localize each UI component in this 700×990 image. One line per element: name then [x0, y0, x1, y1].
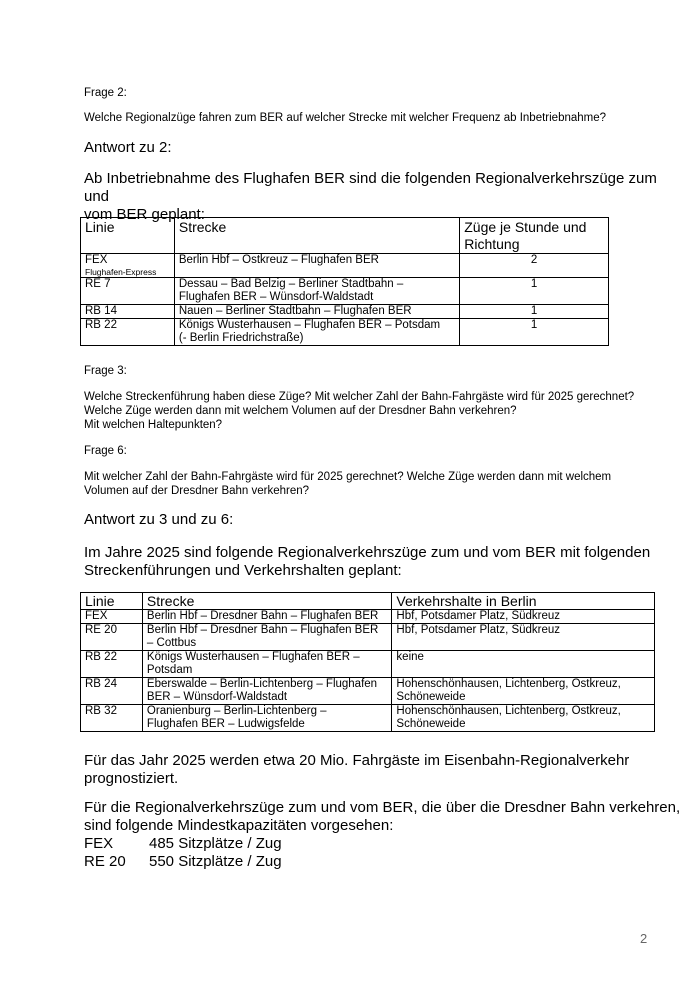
strecke-line2: Flughafen BER – Ludwigsfelde: [146, 718, 305, 730]
kapazitaet-linie: RE 20: [84, 853, 126, 870]
antwort2-intro-line1: Ab Inbetriebnahme des Flughafen BER sind die folgenden Regionalverkehrszüge zum und: [84, 170, 657, 205]
cell-linie: RB 24: [81, 678, 143, 705]
frage6-line1: Mit welcher Zahl der Bahn-Fahrgäste wird für 2025 gerechnet? Welche Züge werden dann mit welchem: [84, 471, 612, 483]
strecke-line1: Berlin Hbf – Ostkreuz – Flughafen BER: [178, 254, 379, 266]
strecke-line1: Eberswalde – Berlin-Lichtenberg – Flughafen: [146, 678, 378, 690]
frage2-text: Welche Regionalzüge fahren zum BER auf welcher Strecke mit welcher Frequenz ab Inbetriebnahme?: [84, 112, 607, 124]
header-linie: Linie: [81, 593, 143, 610]
strecke-line1: Dessau – Bad Belzig – Berliner Stadtbahn –: [178, 278, 404, 290]
halte-line1: Hbf, Potsdamer Platz, Südkreuz: [396, 610, 561, 622]
cell-zuege: 1: [460, 278, 609, 305]
streckenfuehrung-table: [80, 592, 655, 732]
kapazitaet-line2: sind folgende Mindestkapazitäten vorgesehen:: [84, 817, 394, 834]
frage6-line2: Volumen auf der Dresdner Bahn verkehren?: [84, 485, 310, 497]
halte-line2: Schöneweide: [396, 691, 466, 703]
cell-linie: RB 22: [81, 651, 143, 678]
antwort2-intro-line2: vom BER geplant:: [84, 206, 205, 223]
cell-strecke: [142, 651, 392, 678]
cell-zuege: 1: [460, 305, 609, 319]
halte-line1: Hohenschönhausen, Lichtenberg, Ostkreuz,: [396, 678, 621, 690]
frage3-line2: Welche Züge werden dann mit welchem Volumen auf der Dresdner Bahn verkehren?: [84, 405, 517, 417]
header-zuege-line1: Züge je Stunde und: [464, 219, 587, 235]
table-row: [81, 678, 655, 705]
antwort2-label: Antwort zu 2:: [84, 139, 172, 156]
header-zuege-line2: Richtung: [464, 236, 520, 252]
antwort36-intro: [84, 544, 674, 580]
frage2-label: Frage 2:: [84, 87, 127, 99]
antwort36-intro-line1: Im Jahre 2025 sind folgende Regionalverkehrszüge zum und vom BER mit folgenden: [84, 544, 651, 561]
cell-strecke: [174, 319, 459, 346]
linie-value: FEX: [85, 254, 108, 266]
cell-halte: [392, 705, 655, 732]
cell-halte: [392, 624, 655, 651]
table-row: [81, 319, 609, 346]
frage3-line1: Welche Streckenführung haben diese Züge? Mit welcher Zahl der Bahn-Fahrgäste wird für 2025 gerechnet?: [84, 391, 635, 403]
cell-strecke: [174, 254, 459, 278]
table-row: [81, 278, 609, 305]
cell-strecke: [142, 624, 392, 651]
kapazitaet-line1: Für die Regionalverkehrszüge zum und vom BER, die über die Dresdner Bahn verkehren,: [84, 799, 681, 816]
fahrgaeste-line2: prognostiziert.: [84, 770, 179, 787]
cell-linie: [81, 254, 175, 278]
antwort36-label: Antwort zu 3 und zu 6:: [84, 511, 234, 528]
linien-table: [80, 217, 609, 346]
cell-strecke: [142, 610, 392, 624]
header-linie: Linie: [81, 218, 175, 254]
cell-strecke: [142, 678, 392, 705]
header-strecke: Strecke: [142, 593, 392, 610]
frage3-line3: Mit welchen Haltepunkten?: [84, 419, 223, 431]
strecke-line1: Berlin Hbf – Dresdner Bahn – Flughafen BER: [146, 624, 379, 636]
antwort36-intro-line2: Streckenführungen und Verkehrshalten geplant:: [84, 562, 402, 579]
cell-linie: RB 22: [81, 319, 175, 346]
header-strecke: Strecke: [174, 218, 459, 254]
halte-line1: Hbf, Potsdamer Platz, Südkreuz: [396, 624, 561, 636]
cell-halte: [392, 651, 655, 678]
cell-linie: RE 7: [81, 278, 175, 305]
strecke-line2: Flughafen BER – Wünsdorf-Waldstadt: [178, 291, 374, 303]
strecke-line2: BER – Wünsdorf-Waldstadt: [146, 691, 288, 703]
kapazitaet-text: [84, 799, 684, 871]
cell-linie: RE 20: [81, 624, 143, 651]
kapazitaet-wert: 550 Sitzplätze / Zug: [149, 853, 282, 870]
antwort2-intro: [84, 170, 674, 224]
frage6-label: Frage 6:: [84, 445, 127, 457]
frage3-label: Frage 3:: [84, 365, 127, 377]
table-row: [81, 610, 655, 624]
cell-strecke: [174, 278, 459, 305]
table-row: [81, 624, 655, 651]
page-number: 2: [640, 931, 648, 946]
strecke-line1: Berlin Hbf – Dresdner Bahn – Flughafen BER: [146, 610, 379, 622]
table-row: [81, 305, 609, 319]
table-row: [81, 254, 609, 278]
strecke-line2: (- Berlin Friedrichstraße): [178, 332, 304, 344]
halte-line1: Hohenschönhausen, Lichtenberg, Ostkreuz,: [396, 705, 621, 717]
halte-line2: Schöneweide: [396, 718, 466, 730]
table-row: [81, 705, 655, 732]
fahrgaeste-text: [84, 752, 674, 788]
kapazitaet-wert: 485 Sitzplätze / Zug: [149, 835, 282, 852]
strecke-line1: Königs Wusterhausen – Flughafen BER –: [146, 651, 360, 663]
linie-subtitle: Flughafen-Express: [85, 267, 157, 277]
table-header-row: [81, 593, 655, 610]
kapazitaet-item: [84, 835, 684, 853]
cell-strecke: [142, 705, 392, 732]
cell-linie: FEX: [81, 610, 143, 624]
table-row: [81, 651, 655, 678]
halte-line1: keine: [396, 651, 424, 663]
strecke-line1: Königs Wusterhausen – Flughafen BER – Potsdam: [178, 319, 441, 331]
frage3-text: [84, 390, 684, 432]
cell-zuege: 2: [460, 254, 609, 278]
header-zuege: [460, 218, 609, 254]
strecke-line1: Nauen – Berliner Stadtbahn – Flughafen BER: [178, 305, 412, 317]
cell-halte: [392, 610, 655, 624]
fahrgaeste-line1: Für das Jahr 2025 werden etwa 20 Mio. Fahrgäste im Eisenbahn-Regionalverkehr: [84, 752, 630, 769]
strecke-line1: Oranienburg – Berlin-Lichtenberg –: [146, 705, 327, 717]
table-header-row: [81, 218, 609, 254]
cell-strecke: [174, 305, 459, 319]
cell-zuege: 1: [460, 319, 609, 346]
kapazitaet-linie: FEX: [84, 835, 114, 852]
cell-linie: RB 14: [81, 305, 175, 319]
frage6-text: [84, 470, 684, 498]
header-verkehrshalte: Verkehrshalte in Berlin: [392, 593, 655, 610]
strecke-line2: – Cottbus: [146, 637, 197, 649]
strecke-line2: Potsdam: [146, 664, 193, 676]
cell-halte: [392, 678, 655, 705]
cell-linie: RB 32: [81, 705, 143, 732]
kapazitaet-item: [84, 853, 684, 871]
